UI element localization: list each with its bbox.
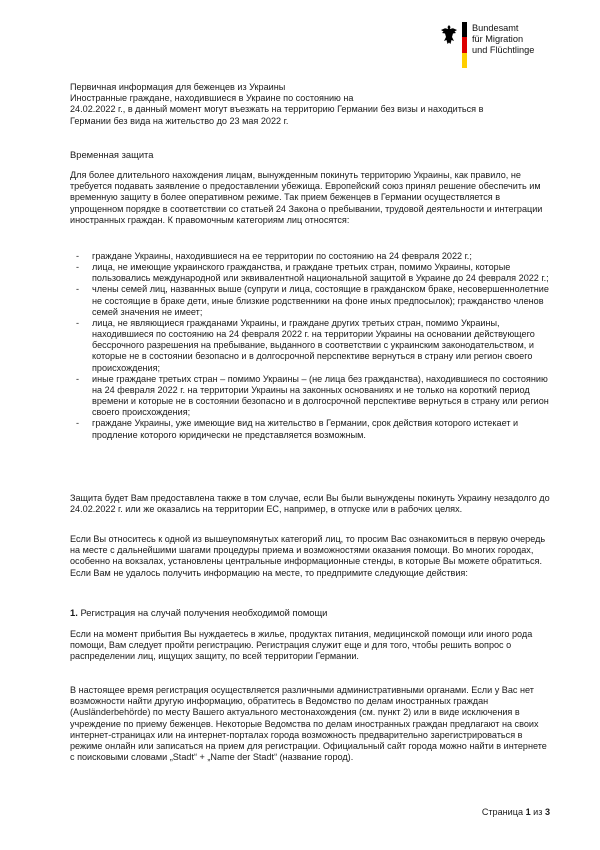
intro-block <box>70 82 550 127</box>
section-number: 1. <box>70 607 78 618</box>
document-title: Первичная информация для беженцев из Украины <box>70 82 286 92</box>
bullet-dash: - <box>76 251 80 261</box>
paragraph: Защита будет Вам предоставлена также в том случае, если Вы были вынуждены покинуть Украину незадолго до 24.02.2022 г. или же оказались на территории ЕС, например, в отпуске или в рабочих целях. <box>70 493 550 515</box>
list-item <box>70 374 550 419</box>
list-item <box>70 262 550 284</box>
page-current: 1 <box>525 807 531 817</box>
paragraph: Если на момент прибытия Вы нуждаетесь в жилье, продуктах питания, медицинской помощи или иного рода помощи, Вам следует пройти регистрацию. Регистрация служит еще и для того, чтобы решить вопрос о распределении лиц, ищущих защиту, по всей территории Германии. <box>70 629 533 662</box>
list-item <box>70 418 550 440</box>
agency-name <box>472 23 534 56</box>
agency-name-line: für Migration <box>472 34 524 44</box>
intro-line: 24.02.2022 г., в данный момент могут въезжать на территорию Германии без визы и находиться в <box>70 104 484 115</box>
paragraph: Если Вы относитесь к одной из вышеупомянутых категорий лиц, то просим Вас ознакомиться в первую очередь на месте с дальнейшими шагами процедуры приема и возможностями оказания помощи. Во многих городах, особенно на вокзалах, установлены центральные информационные стенды, в которые Вы можете обратиться. Если Вам не удалось получить информацию на месте, то предпримите следующие действия: <box>70 534 546 578</box>
list-item-text: граждане Украины, уже имеющие вид на жительство в Германии, срок действия которого истекает и продление которого юридически не представляется возможным. <box>92 418 519 440</box>
list-item-text: лица, не имеющие украинского гражданства, и граждане третьих стран, помимо Украины, которые пользовались международной или эквивалентной национальной защитой в Украине до 24 февраля 2022 г.; <box>92 262 549 284</box>
list-item <box>70 284 550 317</box>
eligibility-list <box>70 251 550 441</box>
paragraph: Для более длительного нахождения лицам, вынужденным покинуть территорию Украины, как правило, не требуется подавать заявление о предоставлении убежища. Европейский союз принял решение обеспечить им временную защиту в более оперативном режиме. Так прием беженцев в Германии осуществляется в упрощенном порядке в соответствии со статьей 24 Закона о пребывании, трудовой деятельности и интеграции иностранных граждан. К правомочным категориям лиц относятся: <box>70 170 543 225</box>
bullet-dash: - <box>76 262 80 273</box>
paragraph: В настоящее время регистрация осуществляется различными административными органами. Если у Вас нет возможности найти другую информацию, обратитесь в Ведомство по делам иностранных граждан (Ausländerbehörde) по месту Вашего актуального местонахождения (см. пункт 2) или в виде исключения в учреждение по приему беженцев. Некоторые Ведомства по делам иностранных граждан предлагают на своих интернет-страницах или на интернет-порталах города возможность предварительно зарегистрироваться в режиме онлайн или записаться на прием для регистрации. Официальный сайт города можно найти в интернете с поисковыми словами „Stadt“ + „Name der Stadt“ (название город). <box>70 685 547 763</box>
bullet-dash: - <box>76 284 80 295</box>
bullet-dash: - <box>76 373 80 384</box>
agency-logo <box>440 22 580 68</box>
section-title-text: Регистрация на случай получения необходимой помощи <box>80 607 328 618</box>
section-heading-temporary-protection: Временная защита <box>70 149 154 160</box>
bullet-dash: - <box>76 317 80 328</box>
bullet-dash: - <box>76 418 80 429</box>
agency-name-line: Bundesamt <box>472 23 519 33</box>
german-flag-stripe <box>462 22 467 68</box>
list-item-text: лица, не являющиеся гражданами Украины, и граждане других третьих стран, помимо Украины, находившиеся по состоянию на 24 февраля 2022 г. на территории Украины на основании действующего бессрочного разрешения на пребывание, выданного в соответствии с украинским законодательством, и которые не в состоянии безопасно и в долгосрочной перспективе вернуться в страну или регион своего происхождения; <box>92 317 535 373</box>
agency-name-line: und Flüchtlinge <box>472 45 535 55</box>
federal-eagle-icon <box>440 24 458 46</box>
page-total: 3 <box>544 807 550 817</box>
intro-line: Германии без вида на жительство до 23 мая 2022 г. <box>70 115 289 126</box>
page-number <box>482 807 550 817</box>
list-item-text: граждане Украины, находившиеся на ее территории по состоянию на 24 февраля 2022 г.; <box>92 251 472 261</box>
page-sep: из <box>533 807 543 817</box>
list-item <box>70 318 550 374</box>
section-heading-registration <box>70 607 327 618</box>
intro-line: Иностранные граждане, находившиеся в Украине по состоянию на <box>70 93 354 104</box>
page-label: Страница <box>481 807 524 817</box>
list-item <box>70 251 550 262</box>
list-item-text: иные граждане третьих стран – помимо Украины – (не лица без гражданства), находившиеся по состоянию на 24 февраля 2022 г. на территории Украины на законных основаниях и не только на короткий период времени и которые не в состоянии безопасно и в долгосрочной перспективе вернуться в страну или регион своего происхождения; <box>92 373 549 418</box>
list-item-text: члены семей лиц, названных выше (супруги и лица, состоящие в гражданском браке, несовершеннолетние не состоящие в браке дети, иные близкие родственники на фоне иных предпосылок); гражданство членов семей значения не имеет; <box>92 284 549 317</box>
